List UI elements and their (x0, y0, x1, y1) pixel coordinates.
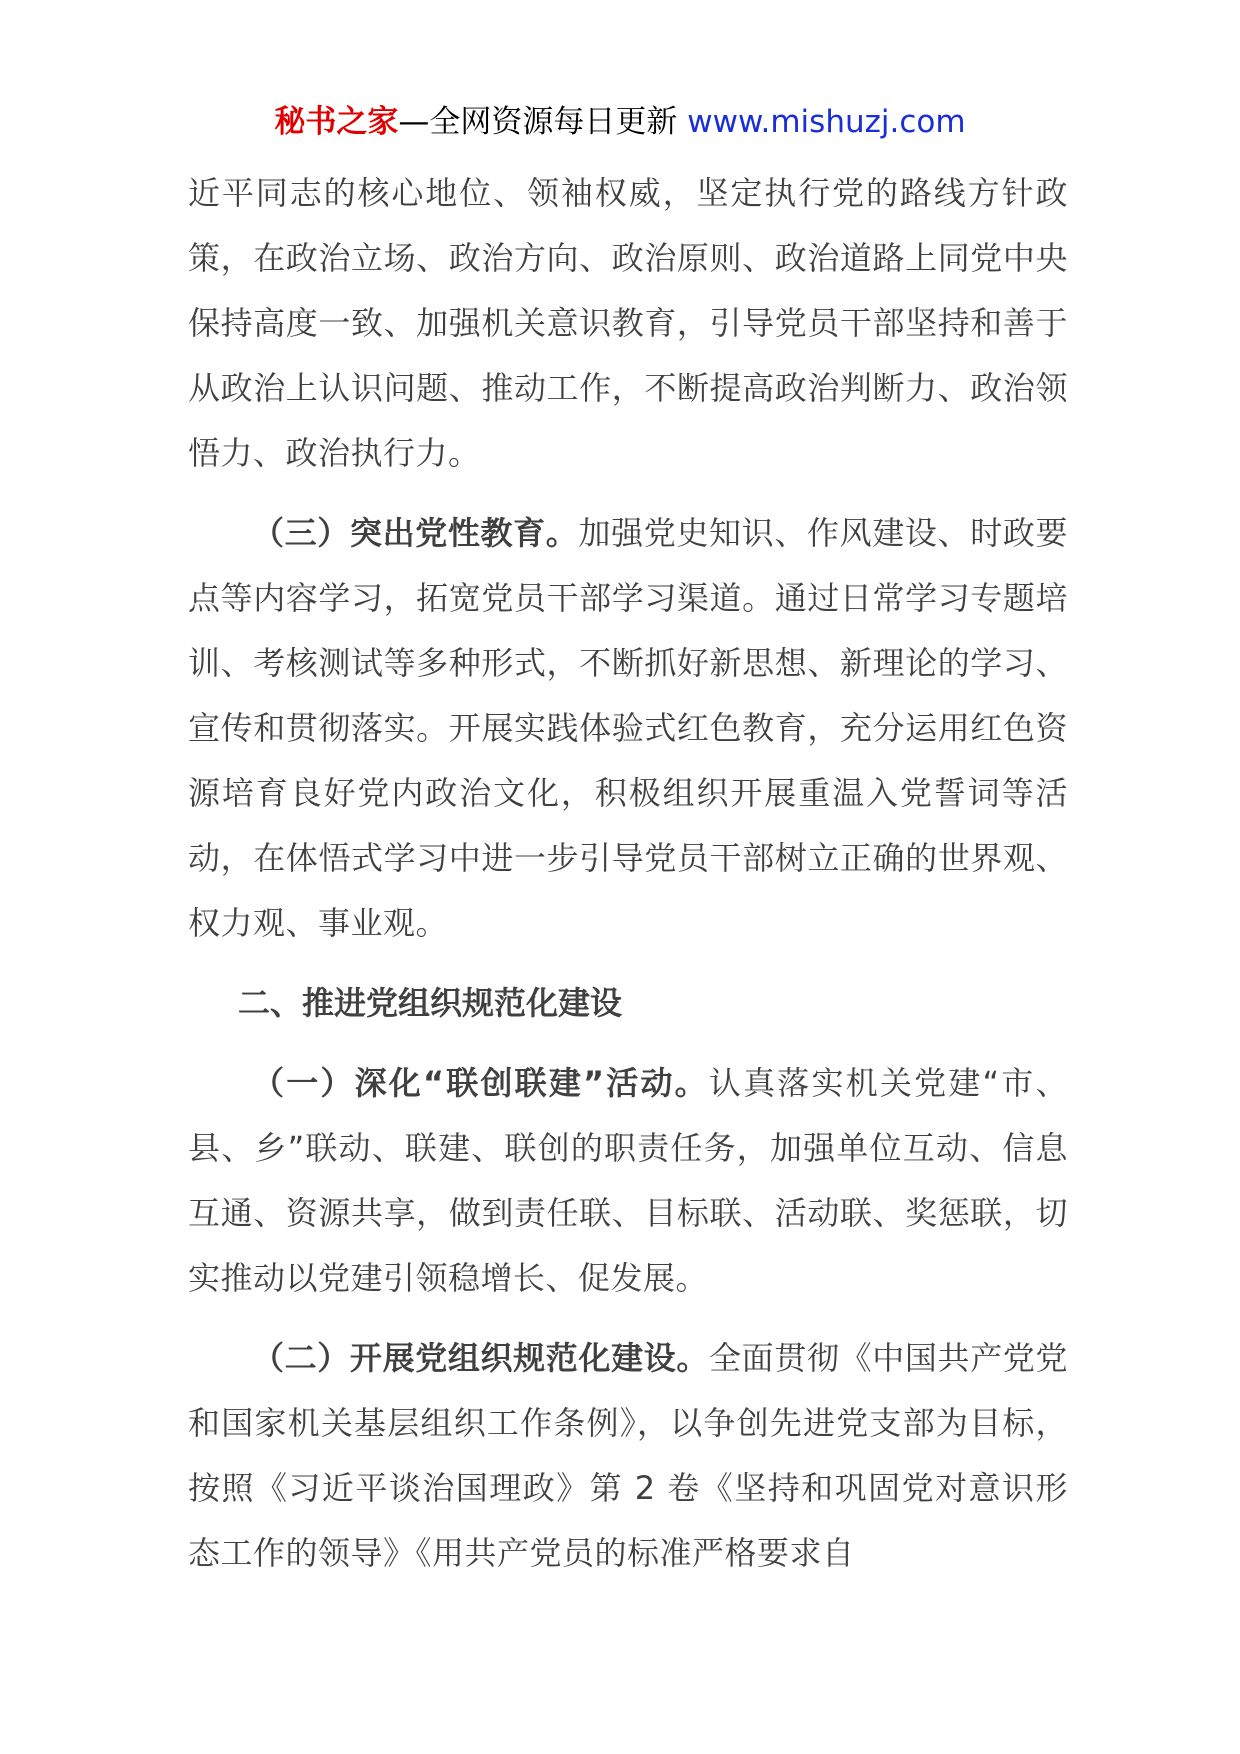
paragraph-lead: （二）开展党组织规范化建设。 (252, 1339, 710, 1377)
paragraph-lead: （三）突出党性教育。 (252, 514, 579, 552)
site-url-link[interactable]: www.mishuzj.com (687, 104, 966, 140)
site-brand: 秘书之家 (274, 104, 399, 140)
paragraph-lead: （一）深化“联创联建”活动。 (252, 1064, 709, 1102)
paragraph-standardization (188, 1326, 1068, 1586)
paragraph-text: 全面贯彻《中国共产党党和国家机关基层组织工作条例》，以争创先进党支部为目标，按照《习近平谈治国理政》第 2 卷《坚持和巩固党对意识形态工作的领导》《用共产党员的标准严格要求自 (188, 1339, 1068, 1572)
site-banner (0, 100, 1240, 144)
paragraph-continued: 近平同志的核心地位、领袖权威，坚定执行党的路线方针政策，在政治立场、政治方向、政治原则、政治道路上同党中央保持高度一致、加强机关意识教育，引导党员干部坚持和善于从政治上认识问题、推动工作，不断提高政治判断力、政治领悟力、政治执行力。 (188, 174, 1068, 472)
document-body (188, 161, 1068, 1586)
paragraph-text: 认真落实机关党建“市、县、乡”联动、联建、联创的职责任务，加强单位互动、信息互通、资源共享，做到责任联、目标联、活动联、奖惩联，切实推动以党建引领稳增长、促发展。 (188, 1064, 1068, 1297)
site-tagline: —全网资源每日更新 (398, 104, 688, 140)
section-heading: 二、推进党组织规范化建设 (238, 984, 623, 1022)
paragraph-party-spirit (188, 501, 1068, 956)
paragraph-text: 加强党史知识、作风建设、时政要点等内容学习，拓宽党员干部学习渠道。通过日常学习专题培训、考核测试等多种形式，不断抓好新思想、新理论的学习、宣传和贯彻落实。开展实践体验式红色教育，充分运用红色资源培育良好党内政治文化，积极组织开展重温入党誓词等活动，在体悟式学习中进一步引导党员干部树立正确的世界观、权力观、事业观。 (188, 514, 1068, 942)
paragraph-joint-building (188, 1051, 1068, 1311)
